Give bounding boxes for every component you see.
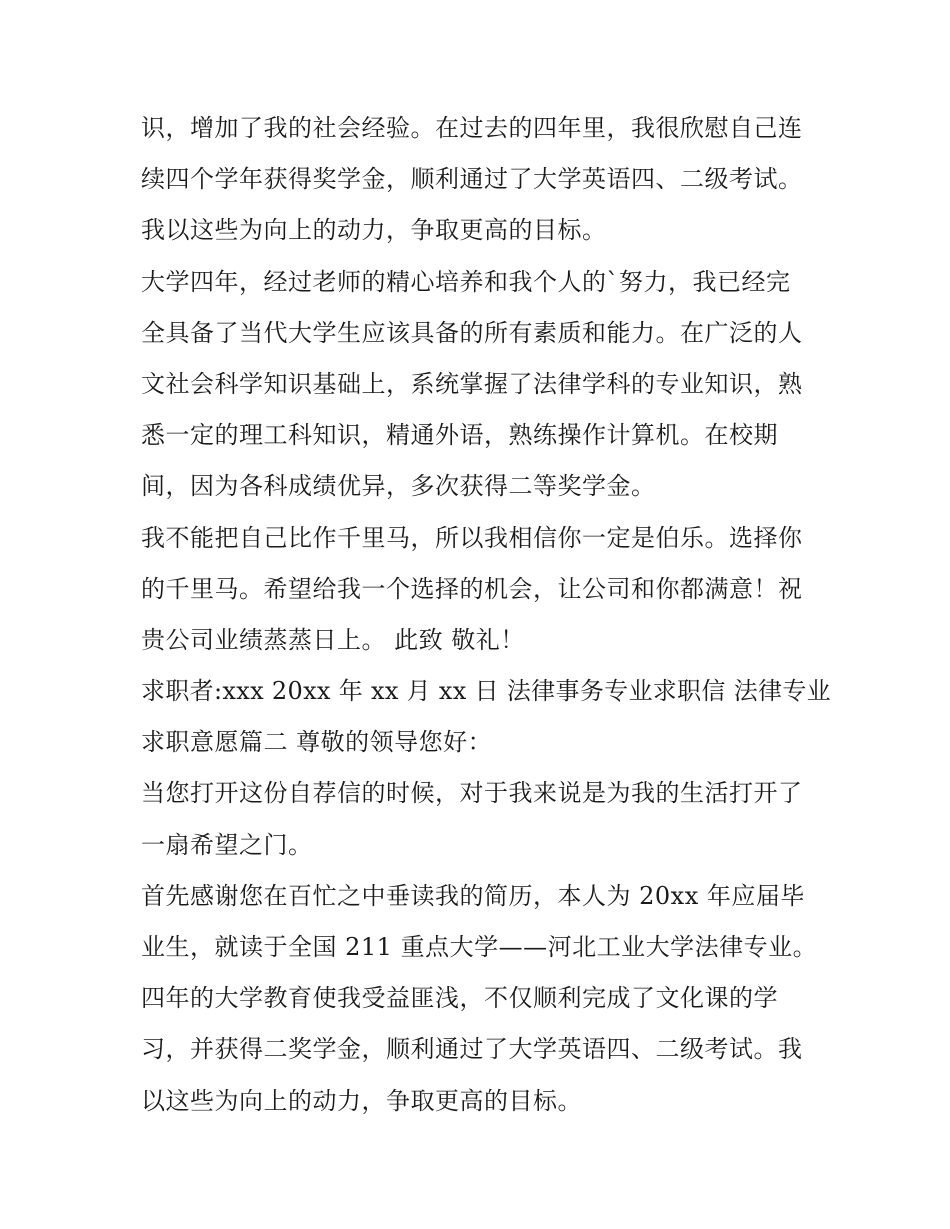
text-line: 文社会科学知识基础上，系统掌握了法律学科的专业知识，熟 [141,369,803,398]
text-line: 当您打开这份自荐信的时候，对于我来说是为我的生活打开了 [141,779,803,808]
text-line: 识，增加了我的社会经验。在过去的四年里，我很欣慰自己连 [141,114,803,142]
document-body [141,103,831,1127]
text-line: 首先感谢您在百忙之中垂读我的简历，本人为 20xx 年应届毕 [141,881,805,910]
text-line: 一扇希望之门。 [141,830,313,859]
text-line: 全具备了当代大学生应该具备的所有素质和能力。在广泛的人 [141,318,803,347]
text-line: 四年的大学教育使我受益匪浅，不仅顺利完成了文化课的学 [141,984,778,1013]
text-line: 业生，就读于全国 211 重点大学——河北工业大学法律专业。 [141,933,818,961]
text-line: 求职者:xxx 20xx 年 xx 月 xx 日 法律事务专业求职信 法律专业 [141,677,831,706]
text-line: 求职意愿篇二 尊敬的领导您好： [141,728,493,757]
text-line: 以这些为向上的动力，争取更高的目标。 [141,1086,582,1115]
text-line: 的千里马。希望给我一个选择的机会，让公司和你都满意！祝 [141,574,803,603]
text-line: 习，并获得二奖学金，顺利通过了大学英语四、二级考试。我 [141,1035,803,1064]
text-line: 大学四年，经过老师的精心培养和我个人的`努力，我已经完 [141,267,791,296]
text-line: 间，因为各科成绩优异，多次获得二等奖学金。 [141,472,656,501]
text-line: 贵公司业绩蒸蒸日上。 此致 敬礼！ [141,625,525,654]
text-line: 续四个学年获得奖学金，顺利通过了大学英语四、二级考试。 [141,165,803,194]
text-line: 我不能把自己比作千里马，所以我相信你一定是伯乐。选择你 [141,523,803,552]
text-line: 悉一定的理工科知识，精通外语，熟练操作计算机。在校期 [141,421,778,450]
text-line: 我以这些为向上的动力，争取更高的目标。 [141,216,607,245]
